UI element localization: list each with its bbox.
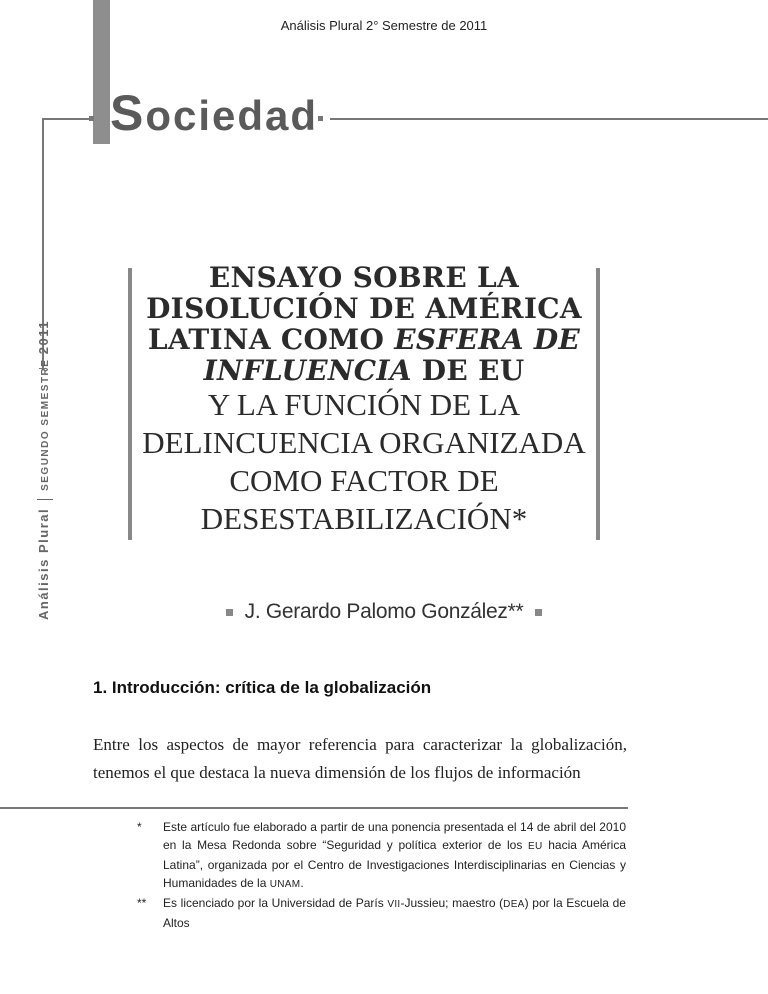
side-label-separator — [37, 499, 53, 500]
title-text: DE EU — [411, 354, 525, 387]
bullet-square-icon — [226, 609, 233, 616]
footnote-mark: ** — [137, 896, 147, 910]
side-year-label: 2011 — [36, 320, 51, 355]
section-heading: 1. Introducción: crítica de la globalización — [93, 678, 432, 697]
footnote-text: -Jussieu; maestro ( — [400, 896, 504, 910]
footnote — [137, 818, 627, 894]
section-title — [110, 85, 319, 141]
bullet-square-icon — [535, 609, 542, 616]
title-emphasis: INFLUENCIA — [203, 354, 412, 387]
author-name: J. Gerardo Palomo González** — [244, 600, 524, 623]
running-header: Análisis Plural 2° Semestre de 2011 — [280, 18, 488, 33]
title-line: COMO FACTOR DE — [229, 463, 499, 498]
title-line — [134, 355, 594, 386]
title-bar-left — [128, 268, 132, 540]
title-line: DESESTABILIZACIÓN* — [200, 501, 528, 536]
side-journal-label — [36, 320, 53, 620]
footnote-abbrev: UNAM — [269, 879, 301, 890]
title-line: DELINCUENCIA ORGANIZADA — [142, 425, 586, 460]
footnote-text: ) por la Escuela de Altos — [163, 896, 626, 930]
footnote-abbrev: VII — [387, 899, 401, 910]
title-line — [134, 324, 594, 355]
side-issue-label: SEGUNDO SEMESTRE — [40, 358, 51, 491]
footnotes — [137, 818, 627, 932]
footnote-text: Este artículo fue elaborado a partir de una ponencia presentada el 14 de abril del 2010 en la Mesa Redonda sobre “Seguridad y política exterior de los — [163, 820, 626, 852]
title-emphasis: ESFERA DE — [394, 323, 581, 356]
section-rule — [330, 118, 768, 120]
footnote-text: Es licenciado por la Universidad de París — [163, 896, 388, 910]
title-line: Y LA FUNCIÓN DE LA — [207, 387, 521, 422]
title-bar-right — [596, 268, 600, 540]
footnote-text: . — [300, 876, 304, 890]
section-title-rest: ociedad — [145, 92, 319, 139]
title-line: DISOLUCIÓN DE AMÉRICA — [146, 292, 582, 325]
author-line — [0, 600, 768, 624]
body-paragraph: Entre los aspectos de mayor referencia para caracterizar la globalización, tenemos el que destaca la nueva dimensión de los flujos de información — [93, 735, 627, 782]
footnote-abbrev: EU — [528, 841, 543, 852]
title-text: LATINA COMO — [147, 323, 395, 356]
side-journal-name: Análisis Plural — [36, 507, 51, 620]
title-line: ENSAYO SOBRE LA — [208, 261, 520, 294]
footnote-mark: * — [137, 820, 142, 834]
footnote-abbrev: DEA — [503, 899, 525, 910]
rule-tick — [318, 116, 323, 121]
article-title — [134, 262, 594, 538]
footnote-text: hacia América Latina”, organizada por el Centro de Investigaciones Interdisciplinarias en Ciencias y Humanidades de la — [163, 838, 627, 890]
footnote-separator — [0, 807, 628, 809]
section-title-initial: S — [110, 85, 146, 141]
footnote — [137, 894, 626, 932]
section-marker-block — [93, 0, 110, 144]
margin-rule-horizontal — [42, 118, 94, 120]
